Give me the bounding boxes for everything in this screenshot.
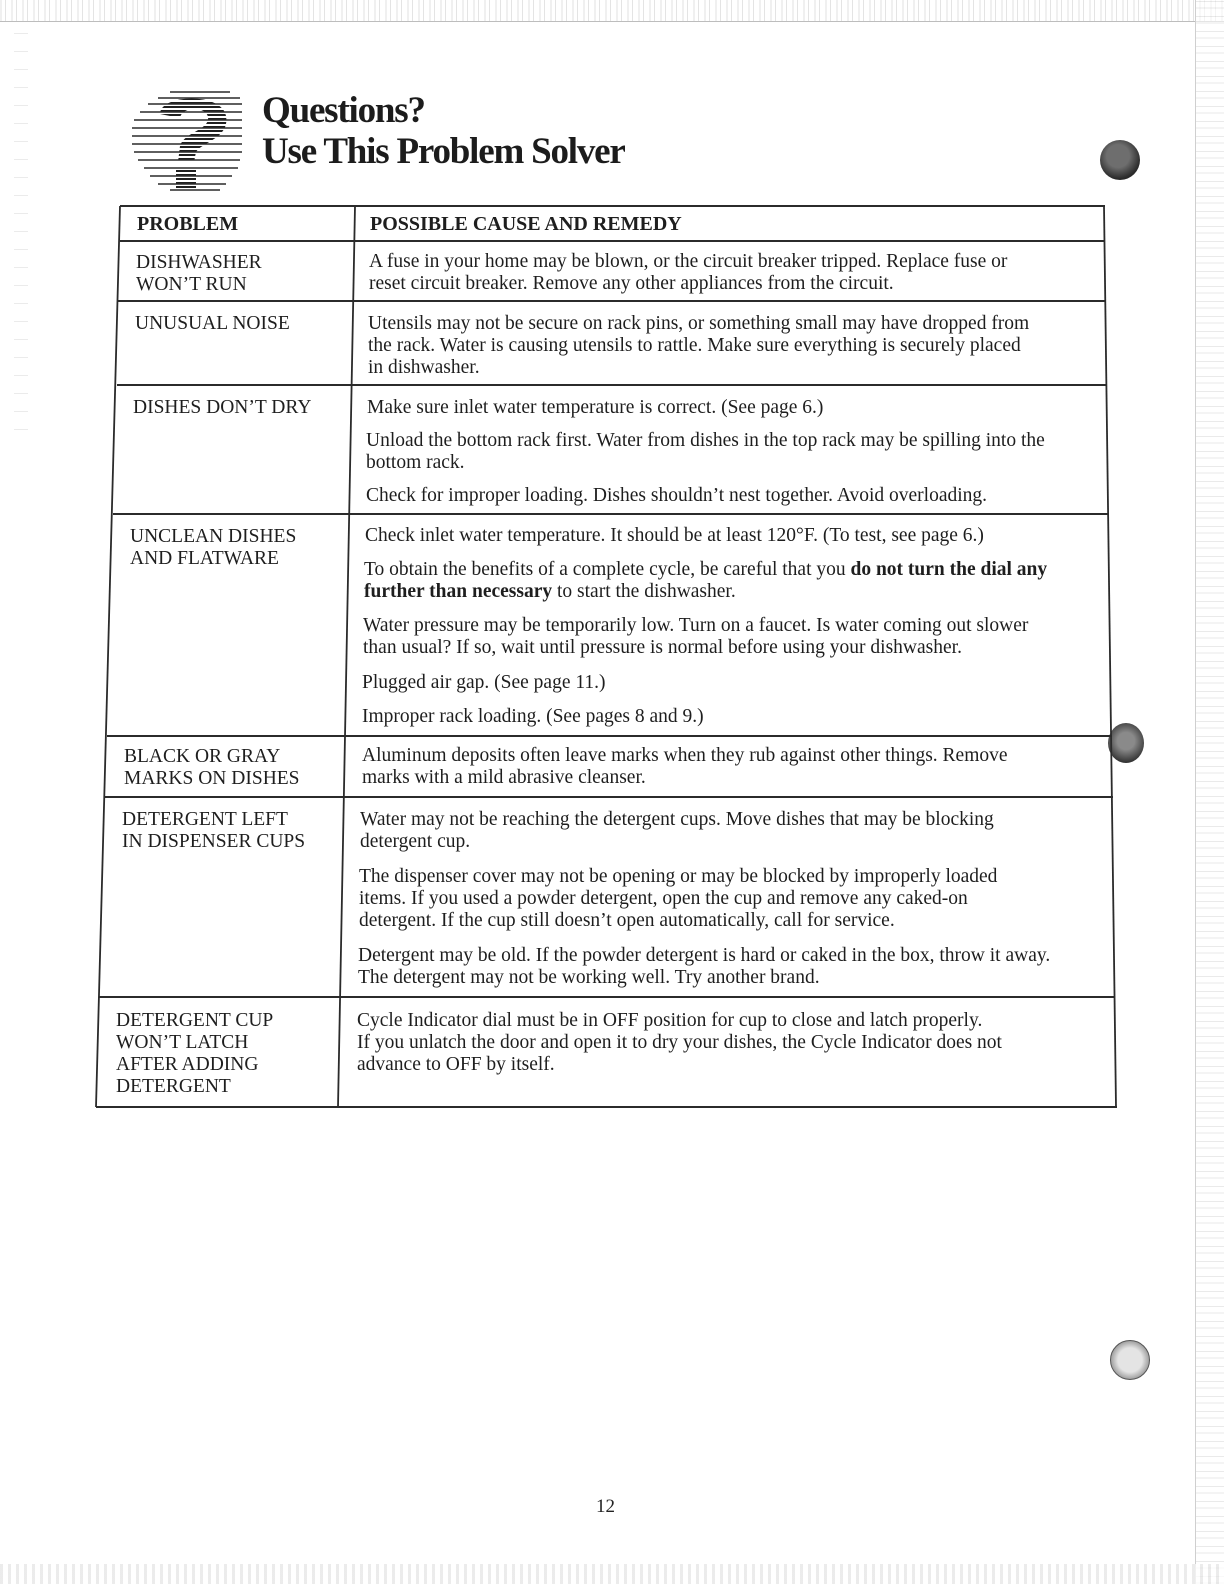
remedy-text bbox=[366, 430, 1045, 474]
remedy-emphasis: further than necessary bbox=[364, 581, 553, 602]
remedy-text bbox=[358, 945, 1050, 989]
remedy-text bbox=[363, 615, 1028, 659]
problem-line: UNCLEAN DISHES bbox=[130, 526, 297, 547]
remedy-line: in dishwasher. bbox=[368, 357, 480, 378]
remedy-line: Check inlet water temperature. It should be at least 120°F. (To test, see page 6.) bbox=[365, 525, 984, 546]
remedy-line: To obtain the benefits of a complete cycle, be careful that you bbox=[364, 559, 851, 580]
problem-line: WON’T LATCH bbox=[116, 1032, 249, 1053]
problem-line: DISHWASHER bbox=[136, 252, 262, 273]
problem-line: DETERGENT bbox=[116, 1076, 231, 1097]
problem-line: IN DISPENSER CUPS bbox=[122, 831, 306, 852]
remedy-line: Improper rack loading. (See pages 8 and 9.) bbox=[362, 706, 704, 727]
problem-label bbox=[122, 809, 305, 853]
remedy-line: Utensils may not be secure on rack pins, or something small may have dropped from bbox=[368, 313, 1030, 334]
remedy-line: If you unlatch the door and open it to dry your dishes, the Cycle Indicator does not bbox=[357, 1032, 1002, 1053]
remedy-line: A fuse in your home may be blown, or the circuit breaker tripped. Replace fuse or bbox=[369, 251, 1008, 272]
problem-line: DETERGENT LEFT bbox=[122, 809, 288, 830]
page-number: 12 bbox=[596, 1496, 615, 1517]
title-line-2: Use This Problem Solver bbox=[262, 131, 625, 172]
problem-label bbox=[136, 252, 262, 296]
problem-line: BLACK OR GRAY bbox=[124, 746, 281, 767]
remedy-line: Check for improper loading. Dishes shouldn’t nest together. Avoid overloading. bbox=[366, 485, 988, 506]
remedy-line: the rack. Water is causing utensils to rattle. Make sure everything is securely placed bbox=[368, 335, 1021, 356]
remedy-line: detergent cup. bbox=[360, 831, 471, 852]
remedy-text bbox=[362, 745, 1008, 789]
problem-label bbox=[116, 1010, 273, 1098]
remedy-text bbox=[368, 313, 1029, 379]
problem-label bbox=[124, 746, 300, 790]
remedy-text bbox=[364, 559, 1047, 603]
remedy-emphasis: do not turn the dial any bbox=[850, 559, 1048, 580]
problem-line: DISHES DON’T DRY bbox=[133, 397, 312, 418]
remedy-line: Water may not be reaching the detergent cups. Move dishes that may be blocking bbox=[360, 809, 994, 830]
remedy-line: Cycle Indicator dial must be in OFF position for cup to close and latch properly. bbox=[357, 1010, 983, 1031]
remedy-text bbox=[357, 1010, 1002, 1076]
remedy-text bbox=[362, 672, 606, 694]
remedy-line: items. If you used a powder detergent, open the cup and remove any caked-on bbox=[359, 888, 968, 909]
column-header-problem: PROBLEM bbox=[137, 213, 239, 235]
remedy-line: to start the dishwasher. bbox=[552, 581, 736, 602]
remedy-line: than usual? If so, wait until pressure is normal before using your dishwasher. bbox=[363, 637, 962, 658]
problem-line: UNUSUAL NOISE bbox=[135, 313, 290, 334]
problem-line: MARKS ON DISHES bbox=[124, 768, 300, 789]
remedy-text bbox=[369, 251, 1007, 295]
remedy-line: Plugged air gap. (See page 11.) bbox=[362, 672, 606, 693]
problem-label bbox=[130, 526, 296, 570]
remedy-line: Detergent may be old. If the powder detergent is hard or caked in the box, throw it away. bbox=[358, 945, 1051, 966]
problem-line: DETERGENT CUP bbox=[116, 1010, 274, 1031]
remedy-line: Water pressure may be temporarily low. Turn on a faucet. Is water coming out slower bbox=[363, 615, 1029, 636]
problem-label bbox=[135, 313, 290, 335]
remedy-text bbox=[360, 809, 994, 853]
remedy-line: detergent. If the cup still doesn’t open automatically, call for service. bbox=[359, 910, 895, 931]
problem-line: AFTER ADDING bbox=[116, 1054, 259, 1075]
remedy-text bbox=[365, 525, 984, 547]
remedy-line: The dispenser cover may not be opening or may be blocked by improperly loaded bbox=[359, 866, 998, 887]
remedy-line: Aluminum deposits often leave marks when they rub against other things. Remove bbox=[362, 745, 1008, 766]
remedy-text bbox=[367, 397, 823, 419]
remedy-text bbox=[362, 706, 704, 728]
remedy-line: Make sure inlet water temperature is correct. (See page 6.) bbox=[367, 397, 824, 418]
remedy-line: advance to OFF by itself. bbox=[357, 1054, 555, 1075]
remedy-line: reset circuit breaker. Remove any other appliances from the circuit. bbox=[369, 273, 894, 294]
remedy-text bbox=[359, 866, 997, 932]
remedy-line: The detergent may not be working well. Try another brand. bbox=[358, 967, 820, 988]
column-header-remedy: POSSIBLE CAUSE AND REMEDY bbox=[370, 213, 682, 235]
remedy-line: bottom rack. bbox=[366, 452, 465, 473]
remedy-line: marks with a mild abrasive cleanser. bbox=[362, 767, 646, 788]
remedy-text bbox=[366, 485, 987, 507]
problem-line: WON’T RUN bbox=[136, 274, 247, 295]
problem-line: AND FLATWARE bbox=[130, 548, 279, 569]
title-line-1: Questions? bbox=[262, 90, 425, 131]
problem-label bbox=[133, 397, 311, 419]
remedy-line: Unload the bottom rack first. Water from dishes in the top rack may be spilling into the bbox=[366, 430, 1045, 451]
